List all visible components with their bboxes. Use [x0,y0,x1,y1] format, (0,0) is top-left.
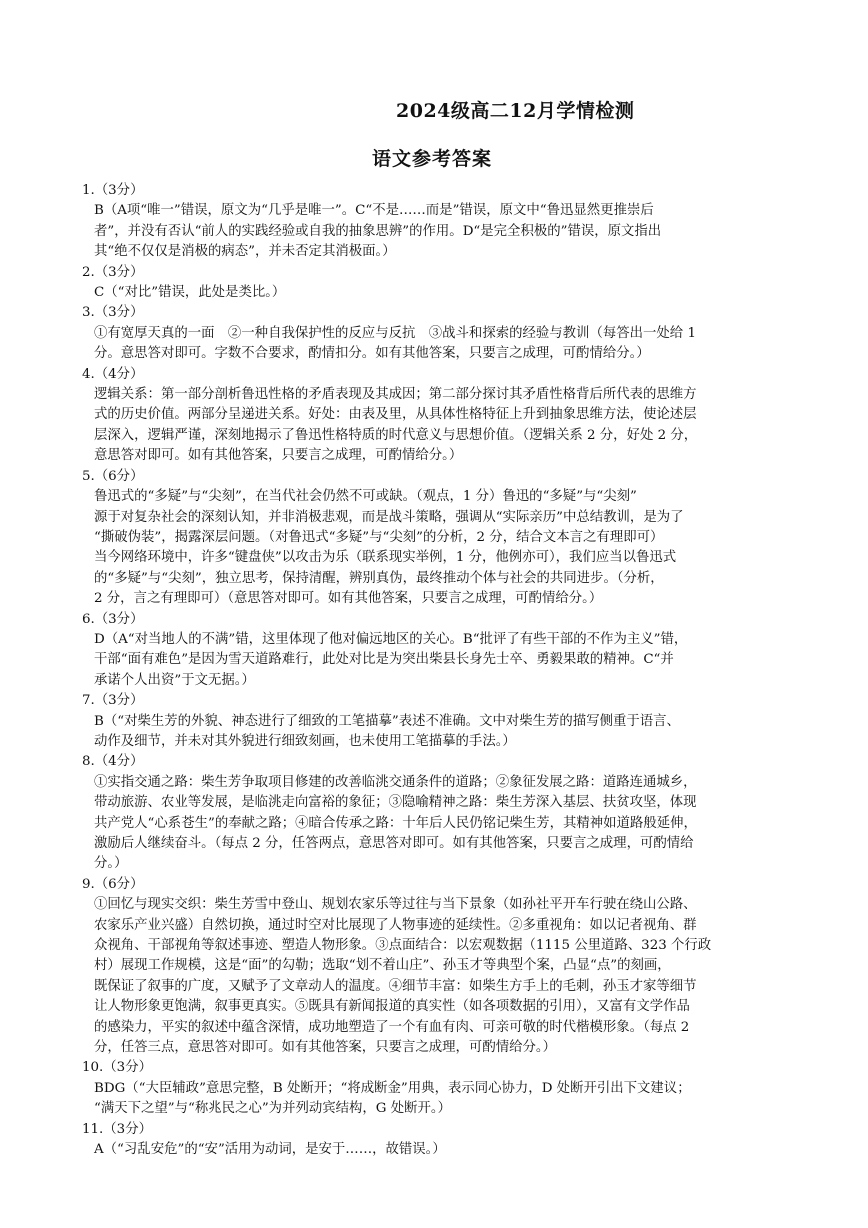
answer-item [82,1120,844,1161]
page-title: 2024级高二12月学情检测 [396,100,635,122]
answer-item-heading: 2.（3分） [82,264,144,280]
answer-item-line: 分。） [94,856,128,872]
answer-list [82,181,844,1161]
answer-item-line: 动作及细节，并未对其外貌进行细致刻画，也未使用工笔描摹的手法。） [94,733,516,749]
answer-item-line: 农家乐产业兴盛）自然切换，通过时空对比展现了人物事迹的延续性。②多重视角：如以记者视角、群 [94,917,697,933]
answer-item-line: C（“对比”错误，此处是类比。） [94,285,286,301]
answer-item [82,263,844,304]
answer-item-line: 众视角、干部视角等叙述事迹、塑造人物形象。③点面结合：以宏观数据（1115 公里道路、323 个行政 [94,938,712,954]
answer-item-heading: 4.（4分） [82,366,144,382]
answer-item-line: 当今网络环境中，许多“键盘侠”以攻击为乐（联系现实举例，1 分，他例亦可），我们应当以鲁迅式 [94,550,677,566]
answer-item-line: ①有宽厚天真的一面 ②一种自我保护性的反应与反抗 ③战斗和探索的经验与教训（每答出一处给 1 [94,325,696,341]
answer-item-line: 其“绝不仅仅是消极的病态”，并未否定其消极面。） [94,244,396,260]
answer-item-line: “撕破伪装”，揭露深层问题。（对鲁迅式“多疑”与“尖刻”的分析，2 分，结合文本言之有理即可） [94,529,664,545]
answer-item-line: 村）展现工作规模，这是“面”的勾勒；选取“划不着山庄”、孙玉才等典型个案，凸显“点”的刻画， [94,958,671,974]
answer-item-line: 分。意思答对即可。字数不合要求，酌情扣分。如有其他答案，只要言之成理，可酌情给分。） [94,346,650,362]
answer-item-line: 干部“面有难色”是因为雪天道路难行，此处对比是为突出柴县长身先士卒、勇毅果敢的精神。C“并 [94,652,674,668]
answer-item-line: ①回忆与现实交织：柴生芳雪中登山、规划农家乐等过往与当下景象（如孙社平开车行驶在绕山公路、 [94,897,697,913]
answer-item-line: 2 分，言之有理即可）（意思答对即可。如有其他答案，只要言之成理，可酌情给分。） [94,591,603,607]
answer-item-heading: 8.（4分） [82,754,144,770]
answer-item [82,691,844,752]
answer-item [82,181,844,263]
answer-item-heading: 1.（3分） [82,183,144,198]
answer-item-line: “满天下之望”与“称兆民之心”为并列动宾结构，G 处断开。） [94,1101,452,1117]
answer-item-heading: 6.（3分） [82,611,144,627]
answer-item-line: 激励后人继续奋斗。（每点 2 分，任答两点，意思答对即可。如有其他答案，只要言之成理，可酌情给 [94,836,694,851]
answer-item [82,303,844,364]
answer-item [82,467,844,610]
answer-item-line: 分，任答三点，意思答对即可。如有其他答案，只要言之成理，可酌情给分。） [94,1040,556,1056]
answer-item-line: 让人物形象更饱满，叙事更真实。⑤既具有新闻报道的真实性（如各项数据的引用），又富有文学作品 [94,999,690,1015]
answer-item-line: 逻辑关系：第一部分剖析鲁迅性格的矛盾表现及其成因；第二部分探讨其矛盾性格背后所代表的思维方 [94,387,697,403]
answer-item-line: ①实指交通之路：柴生芳争取项目修建的改善临洮交通条件的道路；②象征发展之路：道路连通城乡， [94,774,697,790]
answer-item-line: 既保证了叙事的广度，又赋予了文章动人的温度。④细节丰富：如柴生方手上的毛刺，孙玉才家等细节 [94,978,697,994]
answer-item-line: 源于对复杂社会的深刻认知，并非消极悲观，而是战斗策略，强调从“实际亲历”中总结教训，是为了 [94,509,684,525]
page-subtitle: 语文参考答案 [372,148,493,170]
answer-item-line: 共产党人“心系苍生”的奉献之路；④暗合传承之路：十年后人民仍铭记柴生芳，其精神如道路般延伸， [94,815,697,831]
answer-item-heading: 3.（3分） [82,305,144,321]
answer-item-heading: 5.（6分） [82,468,144,484]
answer-item-line: 带动旅游、农业等发展，是临洮走向富裕的象征；③隐喻精神之路：柴生芳深入基层、扶贫攻坚，体现 [94,795,697,811]
answer-item-line: D（A“对当地人的不满”错，这里体现了他对偏远地区的关心。B“批评了有些干部的不作为主义”错， [94,631,688,647]
answer-item-line: 意思答对即可。如有其他答案，只要言之成理，可酌情给分。） [94,448,463,464]
answer-item-line: 承诺个人出资”于文无据。） [94,672,255,688]
answer-item-line: A（“习乱安危”的“安”活用为动词，是安于……，故错误。） [94,1142,446,1158]
answer-item-line: 层深入，逻辑严谨，深刻地揭示了鲁迅性格特质的时代意义与思想价值。（逻辑关系 2 分，好处 2 分， [94,427,698,443]
answer-item [82,365,844,467]
answer-item [82,610,844,692]
answer-item-line: 鲁迅式的“多疑”与“尖刻”，在当代社会仍然不可或缺。（观点，1 分）鲁迅的“多疑”与“尖刻” [94,489,637,505]
answer-item-line: 的“多疑”与“尖刻”，独立思考，保持清醒，辨别真伪，最终推动个体与社会的共同进步。（分析， [94,570,664,586]
answer-item-heading: 9.（6分） [82,876,144,892]
answer-item-heading: 10.（3分） [82,1060,152,1076]
answer-item [82,1058,844,1119]
answer-item-line: BDG（“大臣辅政”意思完整，B 处断开；“将成断金”用典，表示同心协力，D 处断开引出下文建议； [94,1080,691,1096]
answer-item [82,875,844,1059]
answer-item-line: 者”，并没有否认“前人的实践经验或自我的抽象思辨”的作用。D“是完全积极的”错误，原文指出 [94,223,662,239]
answer-item-line: B（A项“唯一”错误，原文为“几乎是唯一”。C“不是……而是”错误，原文中“鲁迅显然更推崇后 [94,203,654,219]
answer-item-line: 式的历史价值。两部分呈递进关系。好处：由表及里，从具体性格特征上升到抽象思维方法，使论述层 [94,407,697,423]
answer-item-heading: 7.（3分） [82,693,144,709]
answer-item-line: B（“对柴生芳的外貌、神态进行了细致的工笔描摹”表述不准确。文中对柴生芳的描写侧重于语言、 [94,713,680,729]
answer-item-line: 的感染力，平实的叙述中蕴含深情，成功地塑造了一个有血有肉、可亲可敬的时代楷模形象。（每点 2 [94,1019,690,1035]
answer-item-heading: 11.（3分） [82,1121,152,1137]
answer-item [82,752,844,874]
